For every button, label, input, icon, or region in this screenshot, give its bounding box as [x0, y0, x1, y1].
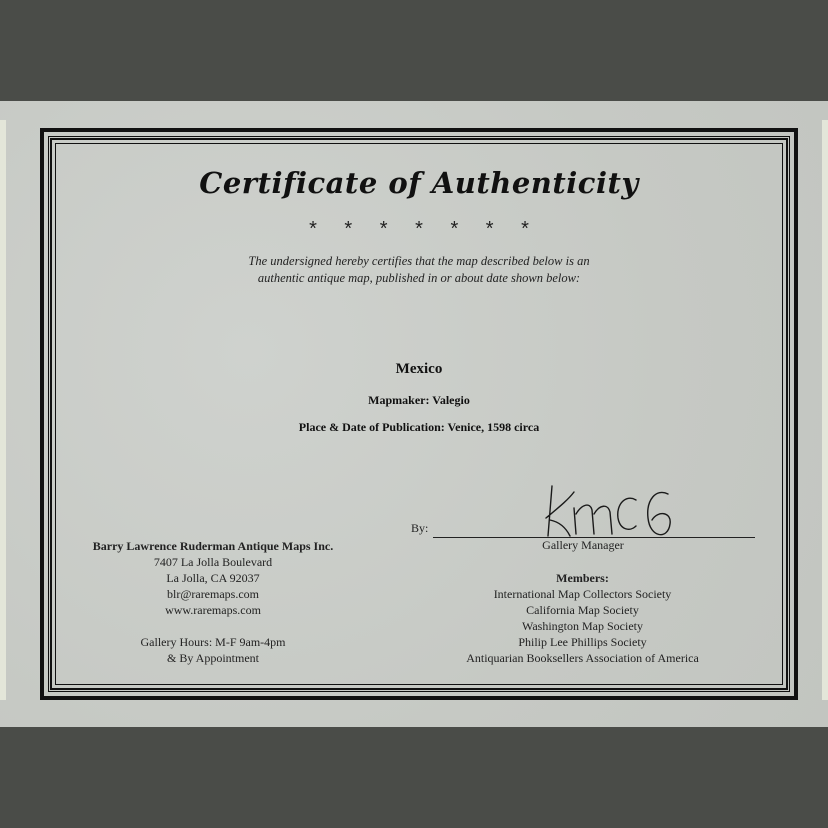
- publication-line: Place & Date of Publication: Venice, 1598 circa: [298, 420, 540, 434]
- map-title: Mexico: [395, 361, 443, 377]
- certification-statement-line1: The undersigned hereby certifies that the map described below is an: [248, 254, 590, 268]
- adjacent-paper-right: [822, 120, 828, 700]
- adjacent-paper-left: [0, 120, 6, 700]
- company-address-city: La Jolla, CA 92037: [166, 571, 260, 585]
- member-item: Washington Map Society: [521, 619, 644, 633]
- gallery-hours: Gallery Hours: M-F 9am-4pm: [140, 635, 286, 649]
- certificate-title: Certificate of Authenticity: [199, 166, 639, 200]
- certification-statement: [40, 253, 798, 287]
- signer-role: Gallery Manager: [542, 538, 624, 552]
- appointment-note: & By Appointment: [166, 651, 259, 665]
- member-item: Philip Lee Phillips Society: [518, 635, 647, 649]
- company-email: blr@raremaps.com: [166, 587, 259, 601]
- star-divider: * * * * * * *: [309, 218, 529, 240]
- member-item: Antiquarian Booksellers Association of America: [466, 651, 699, 665]
- company-name: Barry Lawrence Ruderman Antique Maps Inc.: [92, 539, 334, 553]
- company-website: www.raremaps.com: [165, 603, 261, 617]
- signature-by-label: By:: [411, 521, 429, 535]
- members-list: [430, 570, 735, 666]
- members-heading: Members:: [556, 571, 609, 585]
- certification-statement-line2: authentic antique map, published in or about date shown below:: [257, 271, 581, 285]
- member-item: California Map Society: [526, 603, 639, 617]
- mapmaker-line: Mapmaker: Valegio: [368, 393, 470, 407]
- member-item: International Map Collectors Society: [493, 587, 672, 601]
- company-info: [66, 538, 360, 666]
- company-address-street: 7407 La Jolla Boulevard: [153, 555, 273, 569]
